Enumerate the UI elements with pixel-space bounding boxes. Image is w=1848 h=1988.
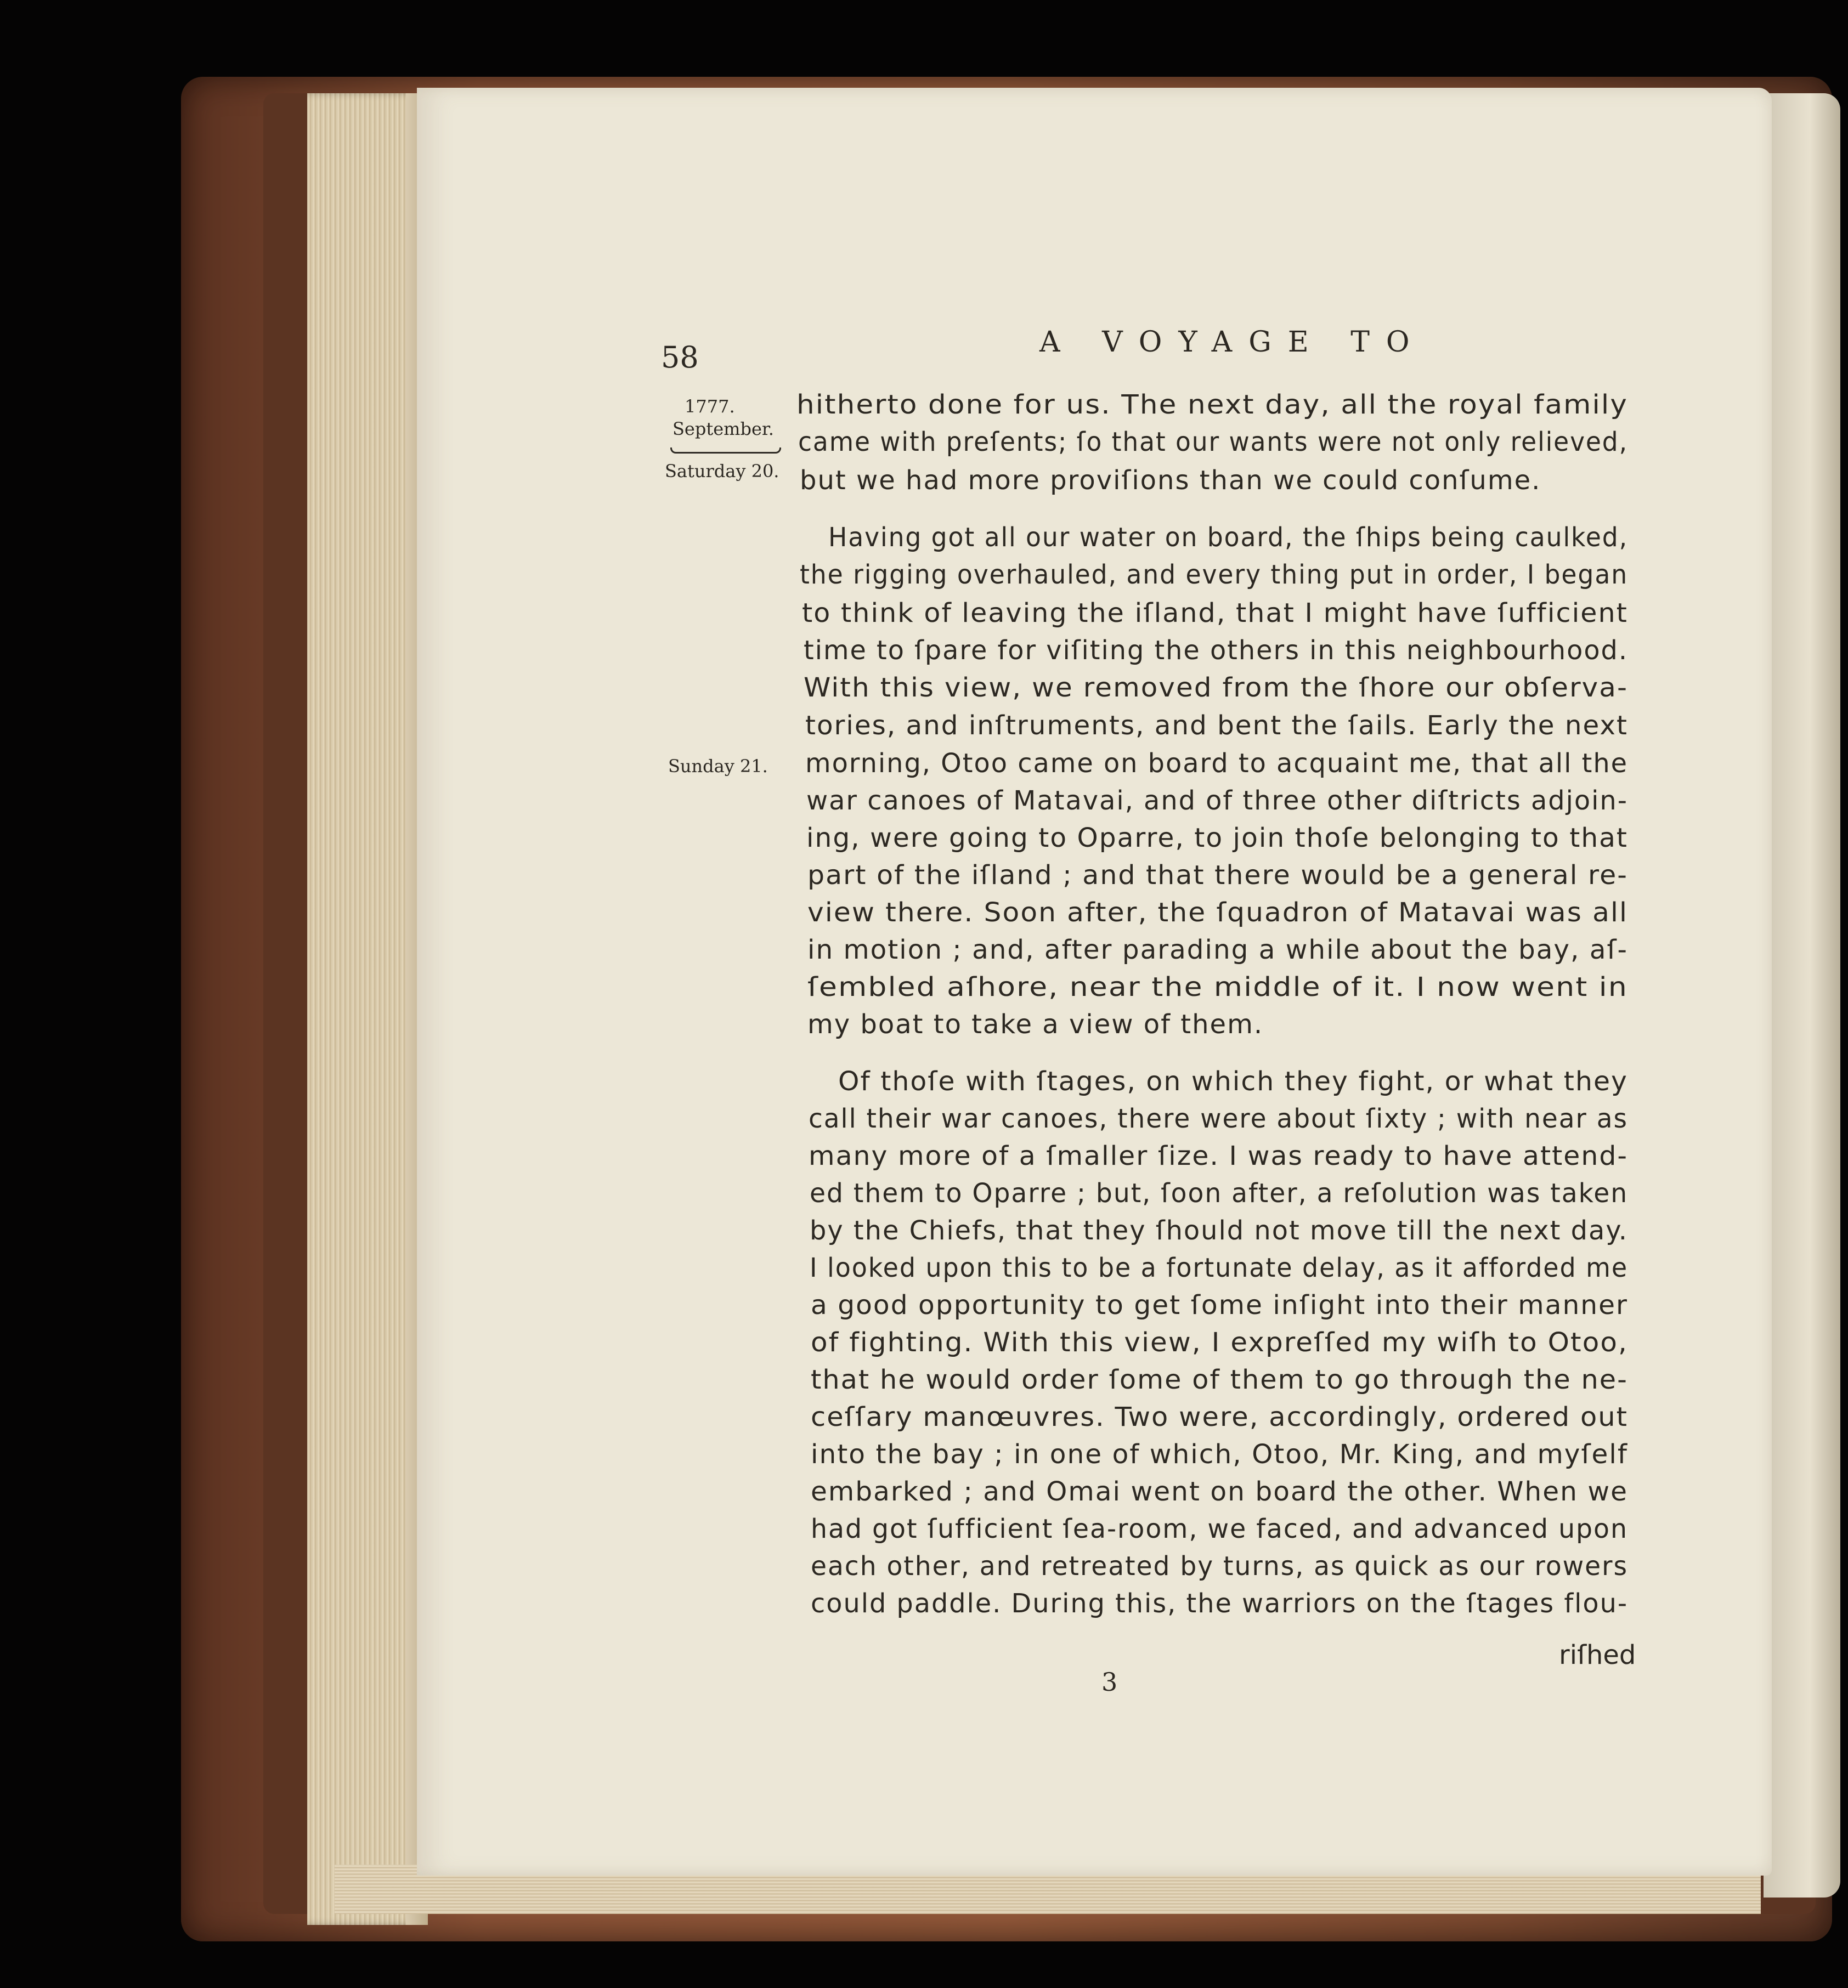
text-line: ſembled aſhore, near the middle of it. I now went in: [807, 972, 1628, 1003]
text-line: ceſſary manœuvres. Two were, accordingly, ordered out: [811, 1402, 1629, 1432]
margin-date-sunday: Sunday 21.: [668, 756, 768, 777]
text-line: morning, Otoo came on board to acquaint me, that all the: [805, 748, 1629, 779]
text-line: With this view, we removed from the ſhore our obſerva-: [804, 672, 1629, 703]
text-line: to think of leaving the iſland, that I might have ſufficient: [802, 598, 1628, 628]
text-line: Of thoſe with ſtages, on which they fight, or what they: [838, 1066, 1628, 1097]
text-line: each other, and retreated by turns, as quick as our rowers: [811, 1551, 1629, 1582]
margin-brace: [670, 448, 781, 454]
text-line: embarked ; and Omai went on board the other. When we: [811, 1476, 1628, 1507]
text-line: ing, were going to Oparre, to join thoſe belonging to that: [806, 823, 1628, 853]
text-line: by the Chiefs, that they ſhould not move till the next day.: [810, 1215, 1629, 1246]
signature-mark: 3: [1101, 1667, 1118, 1697]
text-line: a good opportunity to get ſome inſight into their manner: [811, 1290, 1629, 1321]
page-block-edge: [307, 93, 422, 1925]
text-line: war canoes of Matavai, and of three other diſtricts adjoin-: [806, 785, 1628, 816]
margin-month: September.: [672, 418, 774, 439]
text-line: that he would order ſome of them to go through the ne-: [811, 1364, 1629, 1395]
text-line: into the bay ; in one of which, Otoo, Mr. King, and myſelf: [811, 1439, 1629, 1470]
text-line: but we had more proviſions than we could conſume.: [800, 465, 1541, 496]
text-line: my boat to take a view of them.: [807, 1009, 1264, 1040]
facing-page-edge: [1764, 93, 1840, 1898]
running-head: A VOYAGE TO: [1039, 326, 1426, 359]
text-line: had got ſufficient ſea-room, we faced, and advanced upon: [811, 1514, 1628, 1544]
text-line: time to ſpare for viſiting the others in this neighbourhood.: [804, 635, 1629, 666]
page-number: 58: [661, 340, 699, 375]
text-line: view there. Soon after, the ſquadron of Matavai was all: [807, 897, 1629, 928]
text-line: ed them to Oparre ; but, ſoon after, a reſolution was taken: [810, 1178, 1629, 1209]
text-line: in motion ; and, after parading a while about the bay, aſ-: [807, 934, 1629, 965]
margin-date-saturday: Saturday 20.: [665, 461, 779, 482]
text-line: tories, and inſtruments, and bent the ſails. Early the next: [805, 710, 1628, 741]
text-line: call their war canoes, there were about ſixty ; with near as: [809, 1103, 1628, 1134]
text-line: Having got all our water on board, the ſhips being caulked,: [828, 522, 1628, 553]
text-line: could paddle. During this, the warriors on the ſtages flou-: [811, 1588, 1629, 1619]
margin-year: 1777.: [685, 396, 735, 417]
text-line: I looked upon this to be a fortunate delay, as it afforded me: [810, 1253, 1629, 1283]
catchword: riſhed: [1559, 1640, 1636, 1670]
text-line: part of the iſland ; and that there would be a general re-: [807, 860, 1628, 891]
text-line: hitherto done for us. The next day, all the royal family: [796, 389, 1629, 420]
text-line: of fighting. With this view, I expreſſed my wiſh to Otoo,: [811, 1327, 1628, 1358]
text-line: the rigging overhauled, and every thing put in order, I began: [800, 559, 1629, 590]
text-line: came with preſents; ſo that our wants were not only relieved,: [798, 427, 1628, 457]
text-line: many more of a ſmaller ſize. I was ready to have attend-: [809, 1141, 1629, 1171]
